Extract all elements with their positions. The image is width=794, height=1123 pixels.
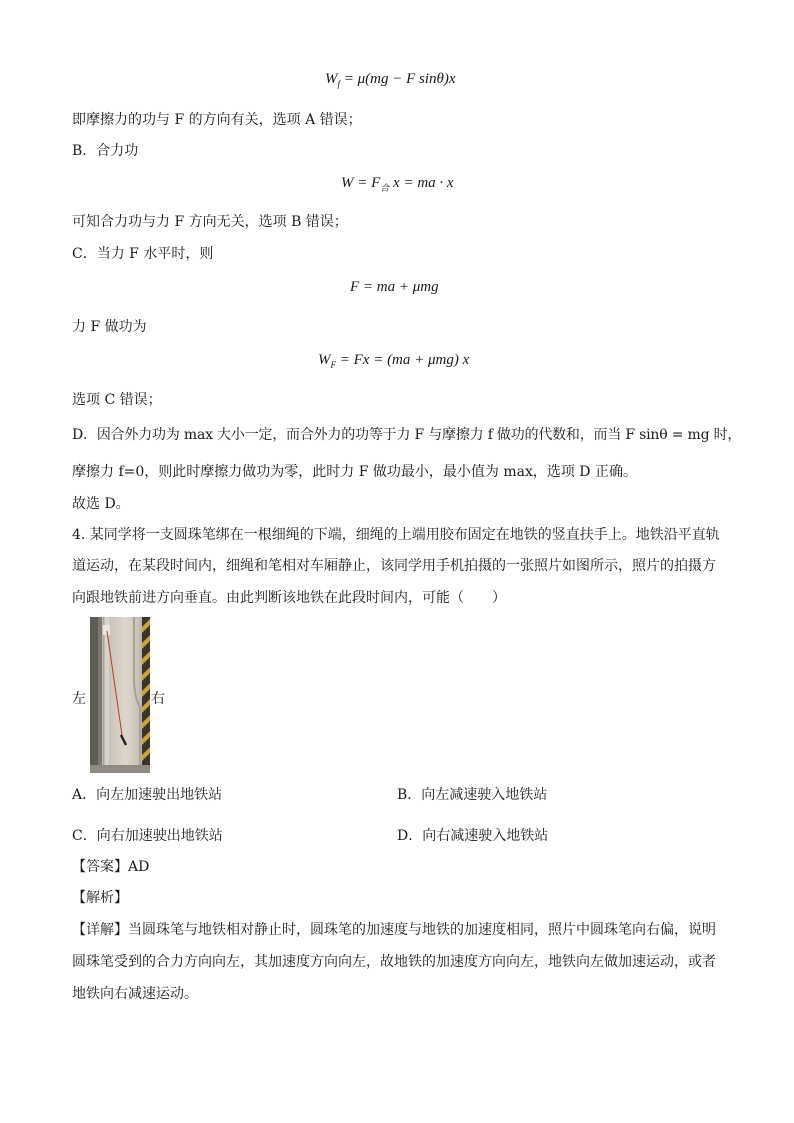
label-left: 左 — [72, 691, 86, 707]
option-b: B．向左减速驶入地铁站 — [397, 787, 548, 803]
detail-text: 地铁向右减速运动。 — [72, 986, 198, 1002]
text-line: D．因合外力功为 max 大小一定，而合外力的功等于力 F 与摩擦力 f 做功的代数和，而当 F sinθ = mg 时， — [72, 427, 742, 443]
text-line: 可知合力功与力 F 方向无关，选项 B 错误； — [72, 214, 348, 230]
text-line: 故选 D。 — [72, 496, 130, 512]
detail-text: 圆珠笔受到的合力方向向左，其加速度方向向左，故地铁的加速度方向向左，地铁向左做加速运动，或者 — [72, 954, 716, 970]
analysis-heading: 【解析】 — [72, 890, 128, 906]
label-right: 右 — [151, 691, 165, 707]
question-text: 4. 某同学将一支圆珠笔绑在一根细绳的下端，细绳的上端用胶布固定在地铁的竖直扶手上。地铁沿平直轨 — [72, 527, 720, 543]
text-line: 力 F 做功为 — [72, 319, 147, 335]
option-a: A．向左加速驶出地铁站 — [72, 787, 223, 803]
equation-force-work: $W_F = Fx = (ma + \mu mg)$ x — [318, 352, 470, 370]
equation-net-work: $W = F_合$ x = ma · x — [341, 175, 454, 193]
text-line: 即摩擦力的功与 F 的方向有关，选项 A 错误； — [72, 112, 362, 128]
option-d: D．向右减速驶入地铁站 — [397, 828, 549, 844]
text-line: C．当力 F 水平时，则 — [72, 246, 214, 262]
detail-text: 【详解】当圆珠笔与地铁相对静止时，圆珠笔的加速度与地铁的加速度相同，照片中圆珠笔向右偏，说明 — [72, 922, 716, 938]
answer-line: 【答案】AD — [72, 859, 150, 875]
equation-friction-work: $W_f = \mu(mg - F$ sinθ)x — [325, 71, 456, 89]
question-text: 道运动，在某段时间内，细绳和笔相对车厢静止，该同学用手机拍摄的一张照片如图所示，照片的拍摄方 — [72, 558, 716, 574]
option-c: C．向右加速驶出地铁站 — [72, 828, 223, 844]
subway-photo — [90, 617, 150, 773]
text-line: 摩擦力 f=0，则此时摩擦力做功为零，此时力 F 做功最小，最小值为 max，选项 D 正确。 — [72, 464, 637, 480]
equation-force: F = ma + μmg — [350, 279, 439, 295]
text-line: B．合力功 — [72, 143, 139, 159]
subway-photo-drawing — [90, 617, 150, 773]
question-text: 向跟地铁前进方向垂直。由此判断该地铁在此段时间内，可能（ ） — [72, 590, 506, 606]
text-line: 选项 C 错误； — [72, 392, 162, 408]
